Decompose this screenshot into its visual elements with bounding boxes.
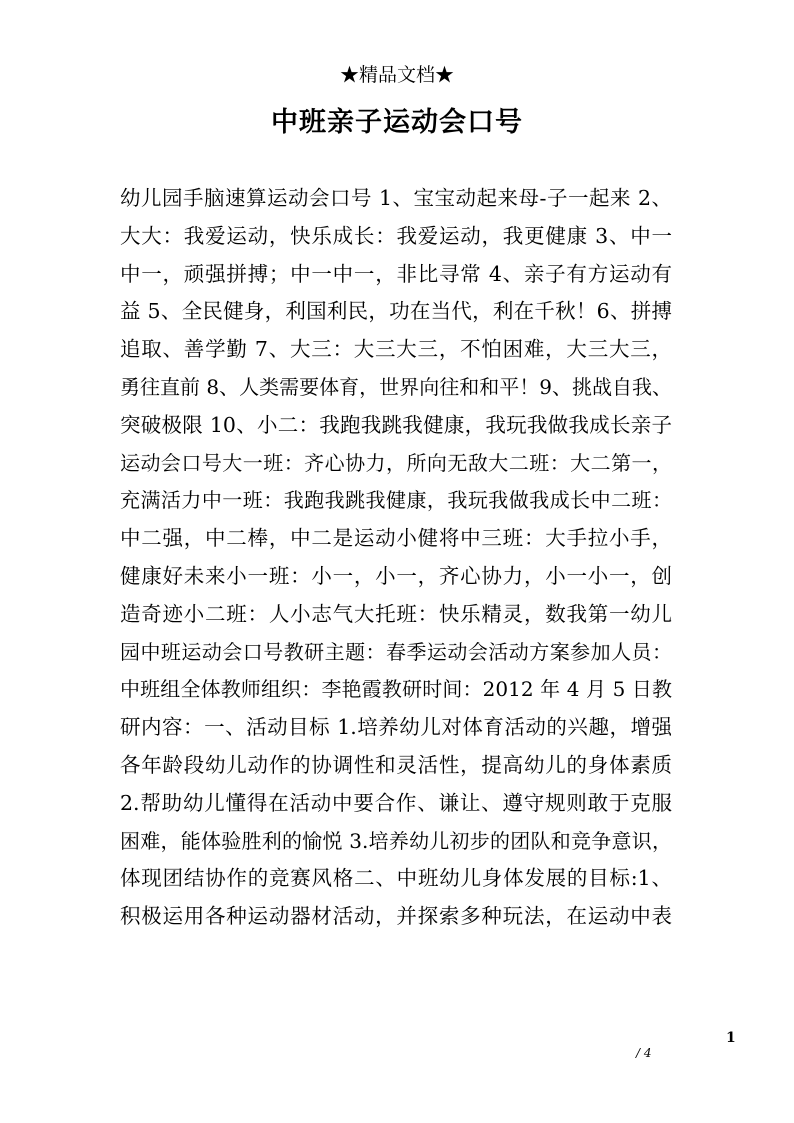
header-mark: ★精品文档★ xyxy=(339,64,454,86)
body-line: 困难，能体验胜利的愉悦 3.培养幼儿初步的团队和竞争意识， xyxy=(120,828,672,853)
body-line: 中班组全体教师组织：李艳霞教研时间：2012 年 4 月 5 日教 xyxy=(120,677,672,702)
body-line: 中一，顽强拼搏；中一中一，非比寻常 4、亲子有方运动有 xyxy=(120,261,672,286)
body-line: 运动会口号大一班：齐心协力，所向无敌大二班：大二第一， xyxy=(120,450,672,475)
body-line: 2.帮助幼儿懂得在活动中要合作、谦让、遵守规则敢于克服 xyxy=(120,790,672,815)
body-line: 追取、善学勤 7、大三：大三大三，不怕困难，大三大三， xyxy=(120,337,672,362)
body-line: 造奇迹小二班：人小志气大托班：快乐精灵，数我第一幼儿 xyxy=(120,601,672,626)
body-line: 突破极限 10、小二：我跑我跳我健康，我玩我做我成长亲子 xyxy=(120,412,672,437)
body-line: 研内容：一、活动目标 1.培养幼儿对体育活动的兴趣，增强 xyxy=(120,715,672,740)
body-line: 体现团结协作的竞赛风格二、中班幼儿身体发展的目标:1、 xyxy=(120,866,672,891)
page-number: 1 xyxy=(726,1030,736,1046)
body-line: 幼儿园手脑速算运动会口号 1、宝宝动起来母-子一起来 2、 xyxy=(120,186,672,210)
body-line: 园中班运动会口号教研主题：春季运动会活动方案参加人员： xyxy=(120,639,672,664)
body-text xyxy=(120,180,672,936)
body-line: 大大：我爱运动，快乐成长：我爱运动，我更健康 3、中一 xyxy=(120,223,672,248)
body-line: 各年龄段幼儿动作的协调性和灵活性，提高幼儿的身体素质 xyxy=(120,752,672,777)
body-line: 健康好未来小一班：小一，小一，齐心协力，小一小一，创 xyxy=(120,563,672,588)
body-line: 中二强，中二棒，中二是运动小健将中三班：大手拉小手， xyxy=(120,526,672,551)
body-line: 充满活力中一班：我跑我跳我健康，我玩我做我成长中二班： xyxy=(120,488,672,513)
body-line: 积极运用各种运动器材活动，并探索多种玩法，在运动中表 xyxy=(120,904,672,929)
page-total: / 4 xyxy=(636,1046,652,1060)
body-line: 勇往直前 8、人类需要体育，世界向往和和平！9、挑战自我、 xyxy=(120,374,672,399)
body-line: 益 5、全民健身，利国利民，功在当代，利在千秋！6、拼搏 xyxy=(120,299,672,324)
page-title: 中班亲子运动会口号 xyxy=(271,107,523,138)
